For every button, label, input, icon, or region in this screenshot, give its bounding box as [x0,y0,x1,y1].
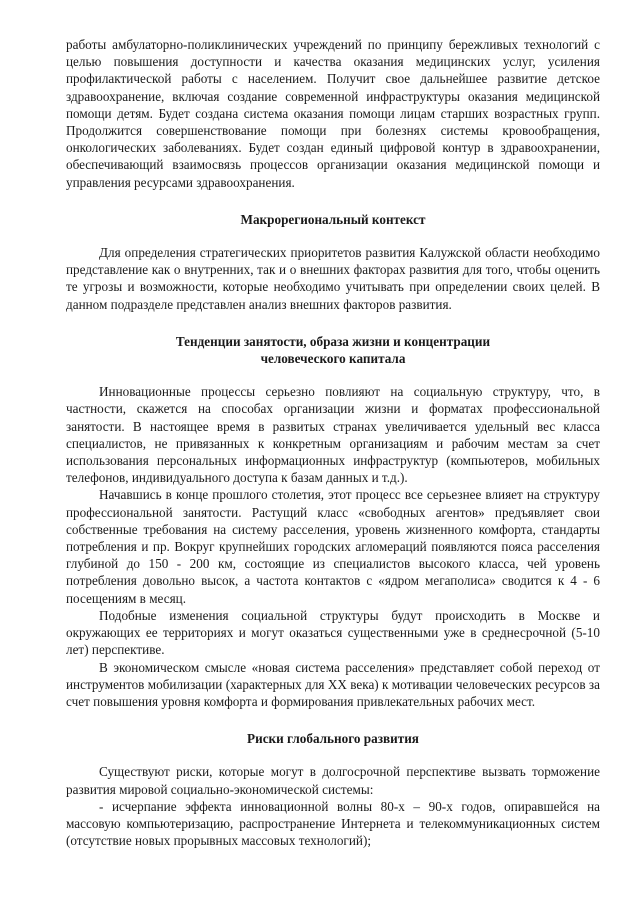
paragraph-free-agents: Начавшись в конце прошлого столетия, этот процесс все серьезнее влияет на структуру профессиональной занятости. Растущий класс «свободных агентов» предъявляет свои собственные требования на систему расселения, уровень жизненного комфорта, стандарты потребления и пр. Вокруг крупнейших городских агломераций появляются пояса расселения глубиной до 150 - 200 км, состоящие из специалистов высокого класса, чей уровень потребления довольно высок, а частота контактов с «ядром мегаполиса» сводится к 4 - 6 посещениям в месяц. [66,487,600,606]
paragraph-innovation: Инновационные процессы серьезно повлияют на социальную структуру, что, в частности, скажется на способах организации жизни и форматах профессиональной занятости. В настоящее время в развитых странах увеличивается удельный вес класса специалистов, не привязанных к конкретным организациям и рабочим местам за счет использования персональных информационных инфраструктур (компьютеров, мобильных телефонов, индивидуального доступа к базам данных и т.д.). [66,384,600,486]
paragraph-risks-intro: Существуют риски, которые могут в долгосрочной перспективе вызвать торможение развития мировой социально-экономической системы: [66,764,600,797]
paragraph-healthcare: работы амбулаторно-поликлинических учреждений по принципу бережливых технологий с целью повышения доступности и качества оказания медицинских услуг, усиления профилактической работы с населением. Получит свое дальнейшее развитие детское здравоохранение, включая создание современной инфраструктуры оказания медицинской помощи детям. Будет создана система оказания помощи лицам старших возрастных групп. Продолжится совершенствование помощи при болезнях системы кровообращения, онкологических заболеваниях. Будет создан единый цифровой контур в здравоохранении, обеспечивающий взаимосвязь процессов организации оказания медицинской помощи и управления ресурсами здравоохранения. [66,37,600,190]
document-page [66,36,600,849]
heading-macroregional-context: Макрорегиональный контекст [240,211,426,227]
paragraph-moscow: Подобные изменения социальной структуры будут происходить в Москве и окружающих ее территориях и могут оказаться существенными уже в среднесрочной (5-10 лет) перспективе. [66,607,600,658]
heading-employment-trends-line1: Тенденции занятости, образа жизни и концентрации [175,333,491,349]
paragraph-settlement: В экономическом смысле «новая система расселения» представляет собой переход от инструментов мобилизации (характерных для XX века) к мотивации человеческих ресурсов за счет повышения уровня комфорта и формирования привлекательных рабочих мест. [66,659,600,709]
heading-employment-trends-line2: человеческого капитала [260,351,406,367]
paragraph-macroregional: Для определения стратегических приоритетов развития Калужской области необходимо представление как о внутренних, так и о внешних факторах развития для того, чтобы оценить те угрозы и возможности, которые необходимо учитывать при определении своих целей. В данном подразделе представлен анализ внешних факторов развития. [66,245,600,312]
list-item-innovation-wave: - исчерпание эффекта инновационной волны 80-х – 90-х годов, опиравшейся на массовую компьютеризацию, распространение Интернета и телекоммуникационных систем (отсутствие новых прорывных массовых технологий); [66,798,600,849]
heading-global-risks: Риски глобального развития [247,731,419,747]
